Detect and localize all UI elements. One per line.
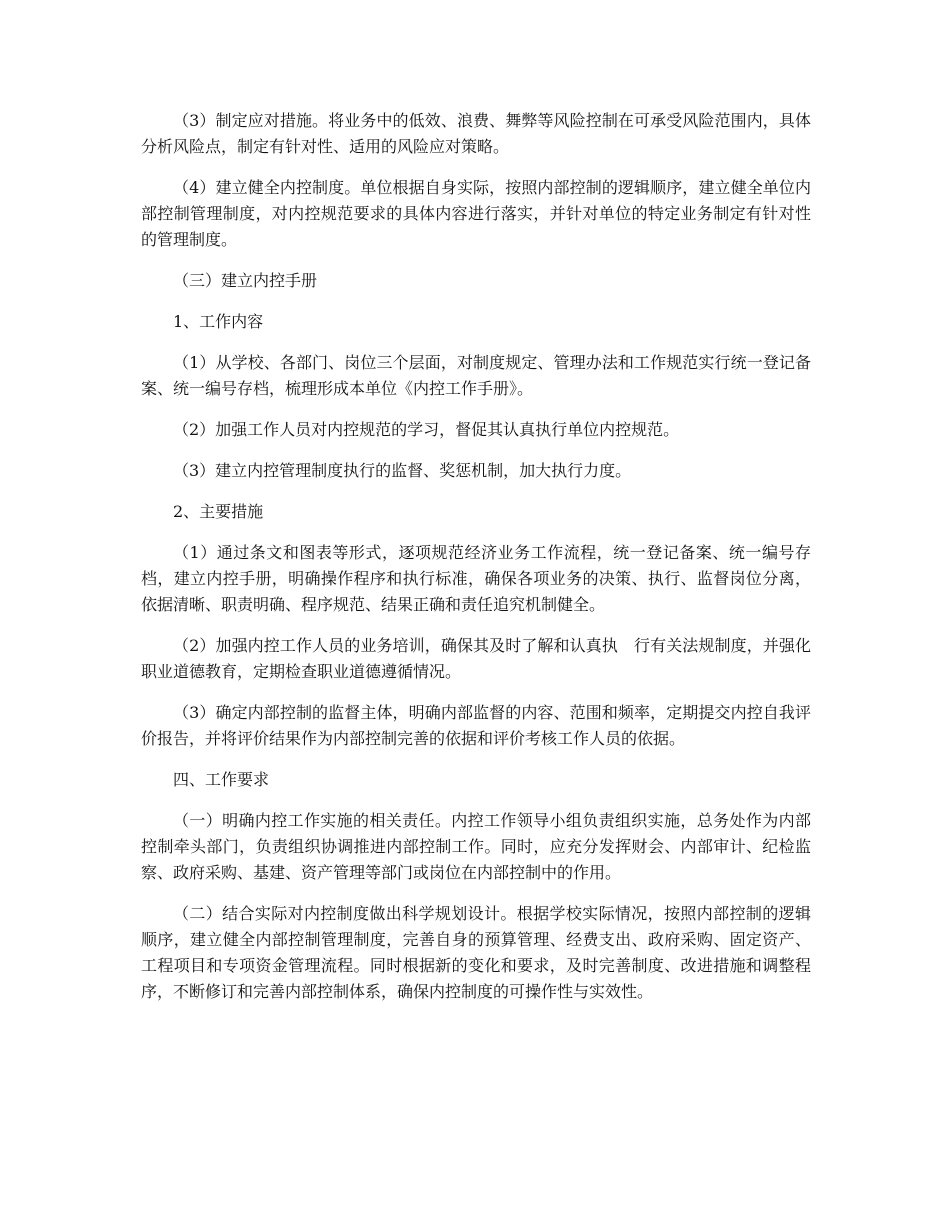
subheading-work-content: 1、工作内容 [173,312,264,331]
paragraph-main-measures-3: （3）确定内部控制的监督主体，明确内部监督的内容、范围和频率，定期提交内控自我评价报告，并将评价结果作为内部控制完善的依据和评价考核工作人员的依据。 [141,703,811,748]
paragraph-content-2: （2）加强工作人员对内控规范的学习，督促其认真执行单位内控规范。 [173,420,680,439]
paragraph-main-measures-1: （1）通过条文和图表等形式，逐项规范经济业务工作流程，统一登记备案、统一编号存档，建立内控手册，明确操作程序和执行标准，确保各项业务的决策、执行、监督岗位分离，依据清晰、职责明确、程序规范、结果正确和责任追究机制健全。 [141,543,811,614]
subheading-main-measures: 2、主要措施 [173,502,264,521]
paragraph-measures-4: （4）建立健全内控制度。单位根据自身实际，按照内部控制的逻辑顺序，建立健全单位内部控制管理制度，对内控规范要求的具体内容进行落实，并针对单位的特定业务制定有针对性的管理制度。 [141,178,811,249]
paragraph-measures-3: （3）制定应对措施。将业务中的低效、浪费、舞弊等风险控制在可承受风险范围内，具体分析风险点，制定有针对性、适用的风险应对策略。 [141,111,811,156]
section-heading-4: 四、工作要求 [173,770,270,789]
section-heading-3: （三）建立内控手册 [173,271,318,290]
document-page [141,108,811,1005]
paragraph-requirement-1: （一）明确内控工作实施的相关责任。内控工作领导小组负责组织实施，总务处作为内部控制牵头部门，负责组织协调推进内部控制工作。同时，应充分发挥财会、内部审计、纪检监察、政府采购、基建、资产管理等部门或岗位在内部控制中的作用。 [141,811,811,882]
paragraph-main-measures-2: （2）加强内控工作人员的业务培训，确保其及时了解和认真执 行有关法规制度，并强化职业道德教育，定期检查职业道德遵循情况。 [141,636,811,681]
paragraph-requirement-2: （二）结合实际对内控制度做出科学规划设计。根据学校实际情况，按照内部控制的逻辑顺序，建立健全内部控制管理制度，完善自身的预算管理、经费支出、政府采购、固定资产、工程项目和专项资金管理流程。同时根据新的变化和要求，及时完善制度、改进措施和调整程序，不断修订和完善内部控制体系，确保内控制度的可操作性与实效性。 [141,904,811,1001]
paragraph-content-1: （1）从学校、各部门、岗位三个层面，对制度规定、管理办法和工作规范实行统一登记备案、统一编号存档，梳理形成本单位《内控工作手册》。 [141,353,811,398]
paragraph-content-3: （3）建立内控管理制度执行的监督、奖惩机制，加大执行力度。 [173,461,632,480]
